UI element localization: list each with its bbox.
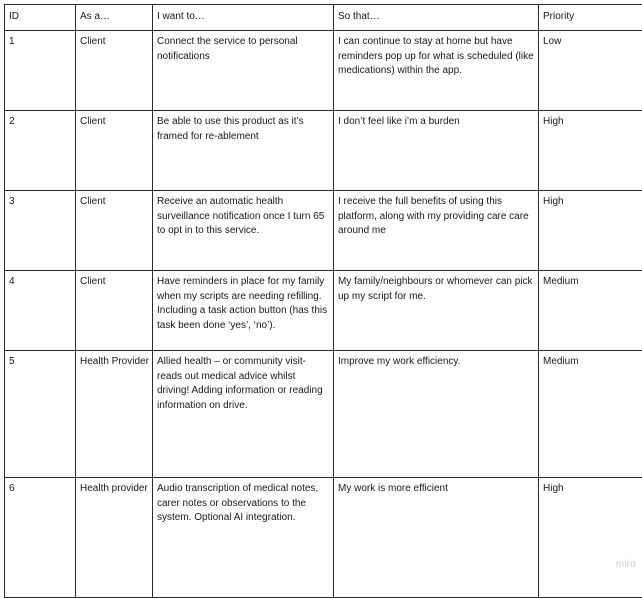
cell-so-that: I receive the full benefits of using this platform, along with my providing care care around me: [334, 191, 539, 271]
miro-watermark: miro: [616, 559, 636, 570]
cell-id: 6: [5, 478, 76, 598]
table-row: [5, 271, 642, 351]
cell-as-a: Client: [76, 191, 153, 271]
cell-so-that: Improve my work efficiency.: [334, 351, 539, 478]
table-row: [5, 111, 642, 191]
cell-so-that: I can continue to stay at home but have reminders pop up for what is scheduled (like medications) within the app.: [334, 31, 539, 111]
cell-id: 2: [5, 111, 76, 191]
cell-priority: Medium: [539, 271, 642, 351]
table-header-row: [5, 5, 642, 31]
table-row: [5, 191, 642, 271]
cell-so-that: I don’t feel like i’m a burden: [334, 111, 539, 191]
cell-so-that: My family/neighbours or whomever can pick up my script for me.: [334, 271, 539, 351]
cell-i-want-to: Connect the service to personal notifications: [153, 31, 334, 111]
table-row: [5, 351, 642, 478]
header-priority: Priority: [539, 5, 642, 31]
cell-i-want-to: Audio transcription of medical notes, carer notes or observations to the system. Optional AI integration.: [153, 478, 334, 598]
cell-priority: High: [539, 111, 642, 191]
cell-as-a: Health Provider: [76, 351, 153, 478]
header-id: ID: [5, 5, 76, 31]
cell-priority: Medium: [539, 351, 642, 478]
cell-i-want-to: Receive an automatic health surveillance notification once I turn 65 to opt in to this service.: [153, 191, 334, 271]
table-row: [5, 478, 642, 598]
header-so-that: So that…: [334, 5, 539, 31]
cell-priority: High: [539, 478, 642, 598]
cell-priority: High: [539, 191, 642, 271]
cell-i-want-to: Be able to use this product as it’s framed for re-ablement: [153, 111, 334, 191]
cell-as-a: Client: [76, 111, 153, 191]
cell-as-a: Health provider: [76, 478, 153, 598]
cell-id: 4: [5, 271, 76, 351]
cell-priority: Low: [539, 31, 642, 111]
user-stories-table: [4, 4, 642, 598]
cell-so-that: My work is more efficient: [334, 478, 539, 598]
header-as-a: As a…: [76, 5, 153, 31]
header-i-want-to: I want to…: [153, 5, 334, 31]
cell-as-a: Client: [76, 31, 153, 111]
cell-i-want-to: Allied health – or community visit- reads out medical advice whilst driving! Adding information or reading information on drive.: [153, 351, 334, 478]
cell-id: 3: [5, 191, 76, 271]
cell-i-want-to: Have reminders in place for my family when my scripts are needing refilling. Including a task action button (has this task been done ‘yes’, ‘no’).: [153, 271, 334, 351]
table-row: [5, 31, 642, 111]
cell-id: 5: [5, 351, 76, 478]
cell-as-a: Client: [76, 271, 153, 351]
cell-id: 1: [5, 31, 76, 111]
